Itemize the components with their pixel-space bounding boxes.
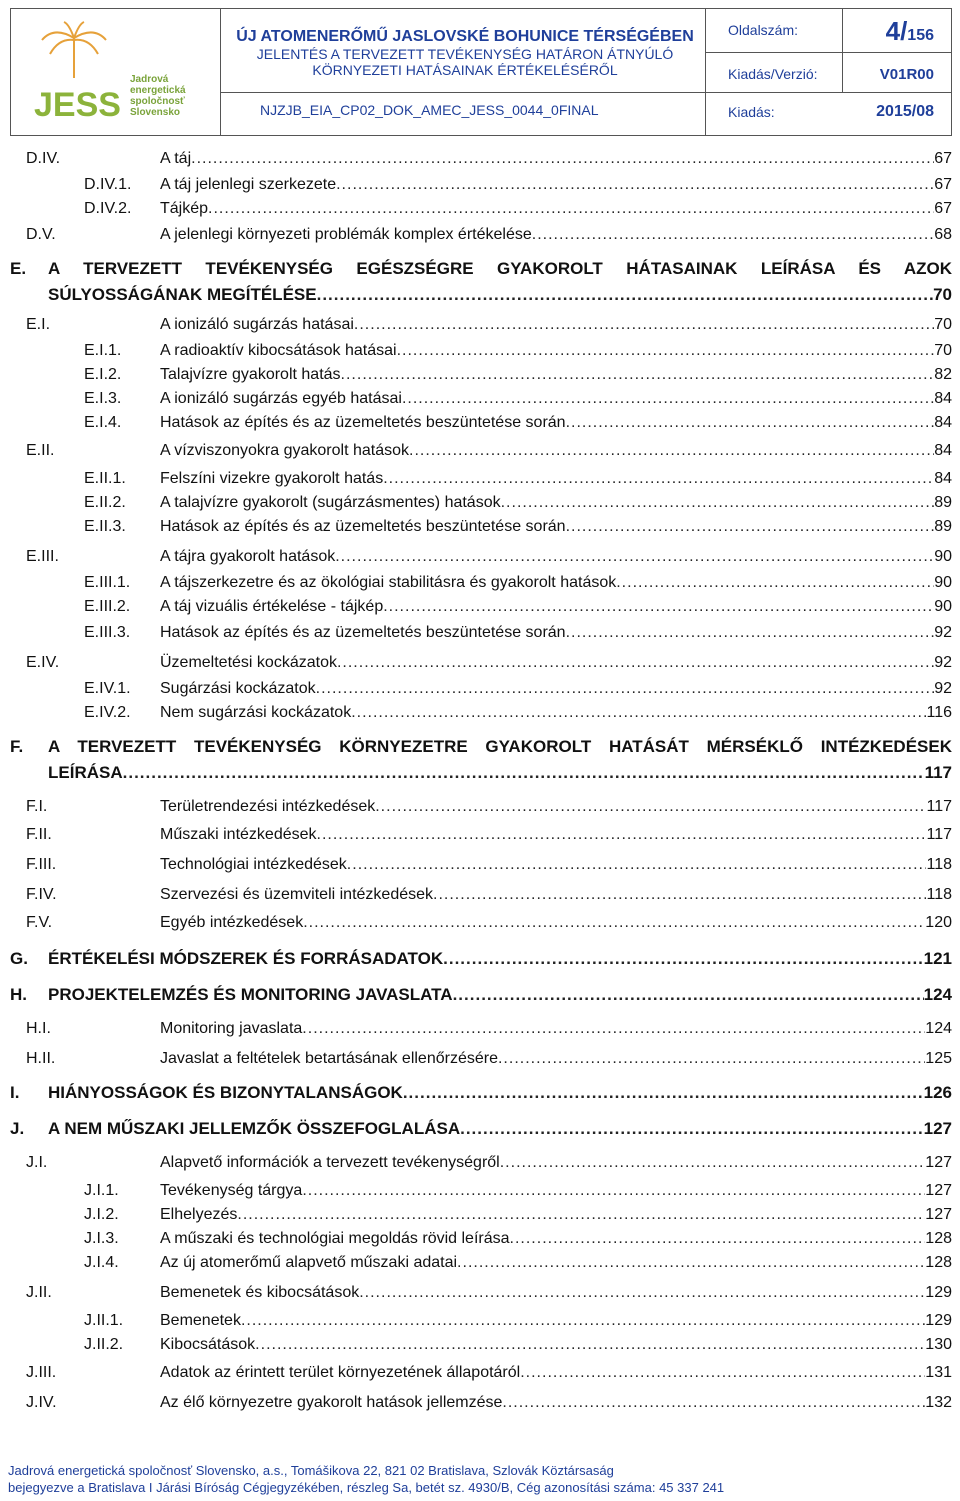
toc-entry-page: 82 bbox=[934, 366, 952, 383]
toc-entry-number: F.IV. bbox=[26, 886, 57, 903]
dot-leader bbox=[241, 1310, 925, 1332]
dot-leader bbox=[341, 364, 935, 386]
toc-entry-title: Sugárzási kockázatok bbox=[160, 680, 316, 697]
toc-entry-title-cont: LEÍRÁSA bbox=[48, 763, 123, 782]
toc-entry-title: Az élő környezetre gyakorolt hatások jellemzése bbox=[160, 1394, 503, 1411]
toc-entry-number: J.II.1. bbox=[84, 1312, 124, 1329]
toc-entry-page: 92 bbox=[934, 624, 952, 641]
toc-entry-number: J.II.2. bbox=[84, 1336, 124, 1353]
page-header bbox=[10, 8, 952, 136]
toc-entry-title: Bemenetek bbox=[160, 1312, 241, 1329]
toc-entry[interactable] bbox=[0, 796, 952, 818]
dot-leader bbox=[498, 1048, 925, 1070]
toc-entry-page: 84 bbox=[934, 414, 952, 431]
toc-entry[interactable] bbox=[0, 364, 952, 386]
toc-entry-title: Kibocsátások bbox=[160, 1336, 256, 1353]
toc-entry-title: Szervezési és üzemviteli intézkedések bbox=[160, 886, 434, 903]
dot-leader bbox=[375, 796, 926, 818]
toc-entry-title: A radioaktív kibocsátások hatásai bbox=[160, 342, 397, 359]
toc-entry-title: Javaslat a feltételek betartásának ellenőrzésére bbox=[160, 1050, 498, 1067]
document-id: NJZJB_EIA_CP02_DOK_AMEC_JESS_0044_0FINAL bbox=[260, 102, 599, 118]
toc-entry-title: HIÁNYOSSÁGOK ÉS BIZONYTALANSÁGOK bbox=[48, 1083, 403, 1102]
page-footer bbox=[8, 1462, 724, 1496]
toc-entry-page: 127 bbox=[925, 1182, 952, 1199]
toc-entry-page: 125 bbox=[925, 1050, 952, 1067]
dot-leader bbox=[403, 1082, 924, 1104]
toc-entry-number: I. bbox=[10, 1083, 20, 1102]
jess-logo bbox=[24, 18, 224, 124]
toc-entry[interactable] bbox=[0, 678, 952, 700]
toc-entry[interactable] bbox=[0, 1228, 952, 1250]
dot-leader bbox=[460, 1118, 924, 1140]
issue-value: 2015/08 bbox=[876, 103, 934, 120]
toc-entry-page: 90 bbox=[934, 548, 952, 565]
toc-entry[interactable] bbox=[0, 1048, 952, 1070]
toc-entry-page: 117 bbox=[924, 763, 952, 782]
toc-entry[interactable] bbox=[0, 948, 952, 970]
toc-entry[interactable] bbox=[0, 912, 952, 934]
dot-leader bbox=[501, 492, 935, 514]
dot-leader bbox=[383, 468, 934, 490]
toc-entry-page: 128 bbox=[925, 1230, 952, 1247]
toc-entry-number: E.III. bbox=[26, 548, 59, 565]
toc-entry-number: E.I.1. bbox=[84, 342, 122, 359]
toc-entry-title: Adatok az érintett terület környezetének állapotáról bbox=[160, 1364, 521, 1381]
dot-leader bbox=[566, 622, 935, 644]
dot-leader bbox=[351, 702, 926, 724]
toc-entry[interactable] bbox=[0, 1282, 952, 1304]
dot-leader bbox=[616, 572, 934, 594]
dot-leader bbox=[453, 984, 924, 1006]
toc-entry-title: A ionizáló sugárzás egyéb hatásai bbox=[160, 390, 402, 407]
footer-line-2: bejegyezve a Bratislava I Járási Bíróság Cégjegyzékében, részleg Sa, betét sz. 4930/B, Cég azonosítási száma: 45 337 241 bbox=[8, 1480, 725, 1495]
toc-entry-title: Monitoring javaslata bbox=[160, 1020, 303, 1037]
dot-leader bbox=[457, 1252, 925, 1274]
toc-entry-title: Elhelyezés bbox=[160, 1206, 238, 1223]
toc-entry-number: F.II. bbox=[26, 826, 52, 843]
toc-entry[interactable] bbox=[0, 596, 952, 618]
toc-entry-page: 68 bbox=[934, 226, 952, 243]
toc-entry[interactable] bbox=[0, 412, 952, 434]
toc-entry-number: E.I.3. bbox=[84, 390, 122, 407]
toc-entry-page: 70 bbox=[934, 342, 952, 359]
toc-entry-page: 84 bbox=[934, 442, 952, 459]
toc-entry-title: A TERVEZETT TEVÉKENYSÉG KÖRNYEZETRE GYAKOROLT HATÁSÁT MÉRSÉKLŐ INTÉZKEDÉSEK bbox=[48, 737, 952, 756]
toc-entry-title: Nem sugárzási kockázatok bbox=[160, 704, 352, 721]
toc-entry-page: 127 bbox=[925, 1206, 952, 1223]
toc-entry[interactable] bbox=[0, 340, 952, 362]
dot-leader bbox=[347, 854, 927, 876]
footer-line-1: Jadrová energetická spoločnosť Slovensko, a.s., Tomášikova 22, 821 02 Bratislava, Szlovák Köztársaság bbox=[8, 1463, 614, 1478]
dot-leader bbox=[303, 912, 925, 934]
toc-entry-title: Bemenetek és kibocsátások bbox=[160, 1284, 360, 1301]
toc-entry[interactable] bbox=[0, 314, 952, 336]
toc-entry-title-cont: SÚLYOSSÁGÁNAK MEGÍTÉLÉSE bbox=[48, 285, 317, 304]
toc-entry-title: Az új atomerőmű alapvető műszaki adatai bbox=[160, 1254, 458, 1271]
toc-entry-number: H. bbox=[10, 985, 27, 1004]
dot-leader bbox=[443, 948, 923, 970]
dot-leader bbox=[316, 678, 935, 700]
toc-entry-number: E.III.2. bbox=[84, 598, 131, 615]
toc-entry[interactable] bbox=[0, 1334, 952, 1356]
toc-entry-title: Hatások az építés és az üzemeltetés beszüntetése során bbox=[160, 518, 566, 535]
dot-leader bbox=[383, 596, 934, 618]
palm-tree-icon bbox=[24, 18, 124, 124]
toc-entry-page: 120 bbox=[925, 914, 952, 931]
toc-entry-title: A TERVEZETT TEVÉKENYSÉG EGÉSZSÉGRE GYAKOROLT HÁTASAINAK LEÍRÁSA ÉS AZOK bbox=[48, 259, 952, 278]
logo-subtitle: Jadrová energetická spoločnosť Slovensko bbox=[130, 74, 186, 118]
toc-entry-title: Talajvízre gyakorolt hatás bbox=[160, 366, 341, 383]
toc-entry[interactable] bbox=[0, 1180, 952, 1202]
toc-entry-title: PROJEKTELEMZÉS ÉS MONITORING JAVASLATA bbox=[48, 985, 453, 1004]
toc-entry-page: 70 bbox=[934, 316, 952, 333]
dot-leader bbox=[336, 174, 934, 196]
toc-entry-number: E.II.1. bbox=[84, 470, 126, 487]
toc-entry-number: E.II.3. bbox=[84, 518, 126, 535]
toc-entry-page: 70 bbox=[933, 285, 952, 304]
toc-entry-number: J.IV. bbox=[26, 1394, 57, 1411]
toc-entry-number: E.IV.2. bbox=[84, 704, 131, 721]
dot-leader bbox=[123, 762, 925, 784]
page-number-value: 4/156 bbox=[885, 16, 934, 46]
toc-entry-title: Felszíni vizekre gyakorolt hatás bbox=[160, 470, 384, 487]
toc-entry[interactable] bbox=[0, 1152, 952, 1174]
toc-entry-number: J.II. bbox=[26, 1284, 52, 1301]
toc-entry-page: 127 bbox=[923, 1119, 952, 1138]
toc-entry-title: A vízviszonyokra gyakorolt hatások bbox=[160, 442, 410, 459]
version-label: Kiadás/Verzió: bbox=[728, 66, 818, 82]
toc-entry-page: 67 bbox=[934, 176, 952, 193]
toc-entry[interactable] bbox=[0, 622, 952, 644]
dot-leader bbox=[397, 340, 935, 362]
toc-entry-page: 121 bbox=[923, 949, 952, 968]
toc-entry-number: D.IV. bbox=[26, 150, 61, 167]
toc-entry-number: E.IV. bbox=[26, 654, 60, 671]
toc-entry-number: J.I.2. bbox=[84, 1206, 119, 1223]
toc-entry-number: D.IV.1. bbox=[84, 176, 132, 193]
toc-entry[interactable] bbox=[0, 388, 952, 410]
toc-entry-number: J.III. bbox=[26, 1364, 57, 1381]
toc-entry[interactable] bbox=[0, 516, 952, 538]
toc-entry[interactable] bbox=[0, 1082, 952, 1104]
dot-leader bbox=[510, 1228, 926, 1250]
toc-entry-number: E.I. bbox=[26, 316, 51, 333]
toc-entry-page: 118 bbox=[926, 856, 952, 873]
toc-entry-page: 130 bbox=[925, 1336, 952, 1353]
toc-entry-page: 131 bbox=[925, 1364, 952, 1381]
page-number-label: Oldalszám: bbox=[728, 22, 799, 38]
toc-entry[interactable] bbox=[0, 702, 952, 724]
toc-entry-page: 117 bbox=[926, 798, 952, 815]
toc-entry-title: Tájkép bbox=[160, 200, 209, 217]
title-line-2: JELENTÉS A TERVEZETT TEVÉKENYSÉG HATÁRON ÁTNYÚLÓ bbox=[256, 46, 674, 62]
toc-entry[interactable] bbox=[0, 492, 952, 514]
toc-entry-number: J.I.3. bbox=[84, 1230, 119, 1247]
toc-entry-title: A tájszerkezetre és az ökológiai stabilitásra és gyakorolt hatások bbox=[160, 574, 617, 591]
dot-leader bbox=[255, 1334, 925, 1356]
toc-entry-title: Alapvető információk a tervezett tevékenységről bbox=[160, 1154, 500, 1171]
toc-entry-page: 126 bbox=[923, 1083, 952, 1102]
title-line-1: ÚJ ATOMENERŐMŰ JASLOVSKÉ BOHUNICE TÉRSÉGÉBEN bbox=[236, 28, 694, 45]
toc-entry-number: F.III. bbox=[26, 856, 57, 873]
dot-leader bbox=[317, 284, 933, 306]
toc-entry-title: Területrendezési intézkedések bbox=[160, 798, 376, 815]
toc-entry[interactable] bbox=[0, 1204, 952, 1226]
toc-entry-page: 124 bbox=[925, 1020, 952, 1037]
dot-leader bbox=[500, 1152, 926, 1174]
toc-entry-title: Technológiai intézkedések bbox=[160, 856, 347, 873]
toc-entry-page: 89 bbox=[934, 518, 952, 535]
toc-entry-number: E.I.2. bbox=[84, 366, 122, 383]
toc-entry-page: 128 bbox=[925, 1254, 952, 1271]
dot-leader bbox=[359, 1282, 925, 1304]
toc-entry[interactable] bbox=[0, 884, 952, 906]
dot-leader bbox=[317, 824, 927, 846]
toc-entry-title: A NEM MŰSZAKI JELLEMZŐK ÖSSZEFOGLALÁSA bbox=[48, 1119, 461, 1138]
toc-entry[interactable] bbox=[0, 1362, 952, 1384]
toc-entry-number: G. bbox=[10, 949, 28, 968]
toc-entry-page: 90 bbox=[934, 574, 952, 591]
toc-entry-title: A ionizáló sugárzás hatásai bbox=[160, 316, 354, 333]
svg-text:JESS: JESS bbox=[34, 86, 121, 124]
dot-leader bbox=[302, 1180, 925, 1202]
toc-entry-title: A táj vizuális értékelése - tájkép bbox=[160, 598, 384, 615]
toc-entry-page: 117 bbox=[926, 826, 952, 843]
toc-entry[interactable] bbox=[0, 1018, 952, 1040]
toc-entry-page: 92 bbox=[934, 654, 952, 671]
toc-entry-title: ÉRTÉKELÉSI MÓDSZEREK ÉS FORRÁSADATOK bbox=[48, 949, 444, 968]
toc-entry-title: A jelenlegi környezeti problémák komplex értékelése bbox=[160, 226, 532, 243]
toc-entry[interactable] bbox=[0, 1118, 952, 1140]
toc-entry-title: Egyéb intézkedések bbox=[160, 914, 304, 931]
toc-entry-title: A talajvízre gyakorolt (sugárzásmentes) hatások bbox=[160, 494, 501, 511]
toc-entry[interactable] bbox=[0, 824, 952, 846]
toc-entry-title: A táj jelenlegi szerkezete bbox=[160, 176, 337, 193]
toc-entry-title: Hatások az építés és az üzemeltetés beszüntetése során bbox=[160, 414, 566, 431]
toc-entry-number: F.I. bbox=[26, 798, 48, 815]
toc-entry-page: 84 bbox=[934, 390, 952, 407]
dot-leader bbox=[433, 884, 926, 906]
toc-entry-number: H.II. bbox=[26, 1050, 56, 1067]
toc-entry-title: A műszaki és technológiai megoldás rövid leírása bbox=[160, 1230, 510, 1247]
toc-entry[interactable] bbox=[0, 572, 952, 594]
toc-entry[interactable] bbox=[0, 546, 952, 568]
toc-entry-page: 132 bbox=[925, 1394, 952, 1411]
toc-entry-number: J. bbox=[10, 1119, 25, 1138]
toc-entry[interactable] bbox=[0, 440, 952, 462]
toc-entry-number: E. bbox=[10, 259, 27, 278]
dot-leader bbox=[520, 1362, 925, 1384]
toc-entry[interactable] bbox=[0, 224, 952, 246]
toc-entry-number: J.I.1. bbox=[84, 1182, 119, 1199]
version-value: V01R00 bbox=[879, 66, 934, 83]
dot-leader bbox=[237, 1204, 925, 1226]
toc-entry-page: 116 bbox=[926, 704, 952, 721]
toc-entry-number: D.IV.2. bbox=[84, 200, 132, 217]
dot-leader bbox=[191, 148, 934, 170]
toc-entry[interactable] bbox=[0, 736, 952, 782]
dot-leader bbox=[566, 412, 935, 434]
toc-entry-page: 129 bbox=[925, 1312, 952, 1329]
toc-entry-number: E.II.2. bbox=[84, 494, 126, 511]
dot-leader bbox=[208, 198, 934, 220]
toc-entry-page: 67 bbox=[934, 150, 952, 167]
dot-leader bbox=[302, 1018, 925, 1040]
toc-entry-number: F.V. bbox=[26, 914, 53, 931]
toc-entry[interactable] bbox=[0, 198, 952, 220]
toc-entry-page: 118 bbox=[926, 886, 952, 903]
toc-entry-number: H.I. bbox=[26, 1020, 51, 1037]
toc-entry-number: E.III.3. bbox=[84, 624, 131, 641]
toc-entry[interactable] bbox=[0, 258, 952, 304]
toc-entry-number: E.I.4. bbox=[84, 414, 122, 431]
toc-entry-page: 92 bbox=[934, 680, 952, 697]
toc-entry-page: 124 bbox=[923, 985, 952, 1004]
dot-leader bbox=[402, 388, 934, 410]
toc-entry[interactable] bbox=[0, 1252, 952, 1274]
dot-leader bbox=[335, 546, 934, 568]
issue-label: Kiadás: bbox=[728, 104, 775, 120]
toc-entry[interactable] bbox=[0, 468, 952, 490]
dot-leader bbox=[566, 516, 935, 538]
toc-entry-number: E.II. bbox=[26, 442, 55, 459]
toc-entry-page: 129 bbox=[925, 1284, 952, 1301]
toc-entry-title: A táj bbox=[160, 150, 192, 167]
toc-entry-number: F. bbox=[10, 737, 24, 756]
toc-entry[interactable] bbox=[0, 148, 952, 170]
document-title bbox=[230, 18, 700, 78]
title-line-3: KÖRNYEZETI HATÁSAINAK ÉRTÉKELÉSÉRŐL bbox=[312, 62, 618, 78]
toc-entry-title: A tájra gyakorolt hatások bbox=[160, 548, 336, 565]
toc-entry-title: Hatások az építés és az üzemeltetés beszüntetése során bbox=[160, 624, 566, 641]
toc-entry-number: J.I. bbox=[26, 1154, 48, 1171]
toc-entry-number: J.I.4. bbox=[84, 1254, 119, 1271]
toc-entry[interactable] bbox=[0, 854, 952, 876]
toc-entry[interactable] bbox=[0, 984, 952, 1006]
toc-entry[interactable] bbox=[0, 1310, 952, 1332]
toc-entry-number: E.IV.1. bbox=[84, 680, 131, 697]
toc-entry-page: 89 bbox=[934, 494, 952, 511]
toc-entry-page: 84 bbox=[934, 470, 952, 487]
dot-leader bbox=[502, 1392, 925, 1414]
toc-entry-title: Tevékenység tárgya bbox=[160, 1182, 303, 1199]
toc-entry[interactable] bbox=[0, 652, 952, 674]
toc-entry-number: E.III.1. bbox=[84, 574, 131, 591]
toc-entry[interactable] bbox=[0, 174, 952, 196]
dot-leader bbox=[532, 224, 934, 246]
toc-entry-page: 127 bbox=[925, 1154, 952, 1171]
toc-entry-title: Műszaki intézkedések bbox=[160, 826, 317, 843]
dot-leader bbox=[354, 314, 934, 336]
toc-entry[interactable] bbox=[0, 1392, 952, 1414]
toc-entry-page: 67 bbox=[934, 200, 952, 217]
dot-leader bbox=[409, 440, 934, 462]
toc-entry-number: D.V. bbox=[26, 226, 56, 243]
toc-entry-page: 90 bbox=[934, 598, 952, 615]
toc-entry-title: Üzemeltetési kockázatok bbox=[160, 654, 337, 671]
dot-leader bbox=[337, 652, 934, 674]
